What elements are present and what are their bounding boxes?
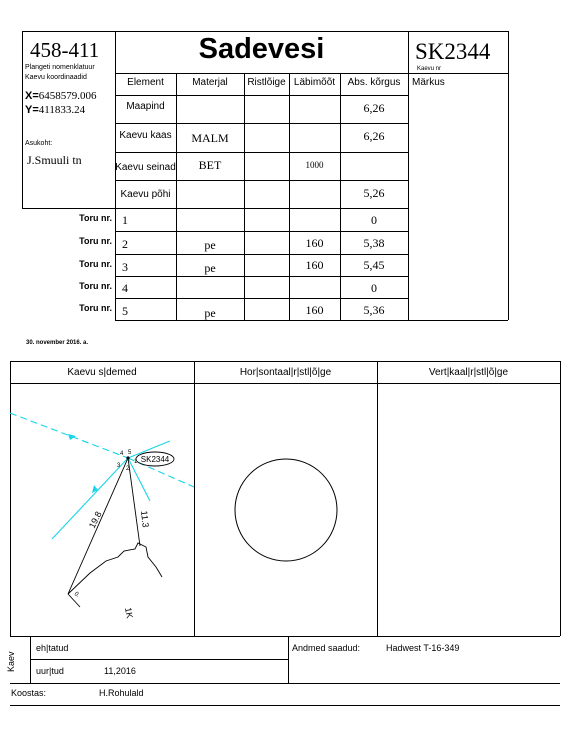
address-value: J.Smuuli tn xyxy=(27,153,82,167)
row-height: 6,26 xyxy=(363,129,385,143)
pipe-diameter: 160 xyxy=(305,236,324,250)
col-element: Element xyxy=(127,77,164,88)
row-element: Kaevu põhi xyxy=(120,189,171,200)
pipe-diameter: 160 xyxy=(305,303,324,317)
data-source-label: Andmed saadud: xyxy=(292,643,361,653)
pipe-number: 2 xyxy=(122,237,128,251)
pipe-num: 3 xyxy=(117,463,121,469)
col-height: Abs. kõrgus xyxy=(347,77,401,88)
panel-title-right: Vert|kaal|r|stl|õ|ge xyxy=(428,367,509,378)
address-label: Asukoht: xyxy=(25,140,53,147)
pipe-num: 2 xyxy=(126,466,130,472)
row-element: Kaevu kaas xyxy=(119,130,172,141)
page-title: Sadevesi xyxy=(198,33,325,65)
pipe-num: 5 xyxy=(128,450,132,456)
pipe-number: 4 xyxy=(122,281,128,295)
pipe-height: 0 xyxy=(371,281,377,295)
coords-label: Kaevu koordinaadid xyxy=(25,74,87,81)
pipe-height: 5,45 xyxy=(363,258,385,272)
pipe-material: pe xyxy=(204,306,216,320)
col-diameter: Läbimõõt xyxy=(293,77,336,88)
building-outline xyxy=(68,458,162,607)
pipe-label: Toru nr. xyxy=(79,303,112,313)
well-point xyxy=(126,456,129,459)
pipe-lines xyxy=(10,413,194,539)
pipe-height: 5,36 xyxy=(363,303,385,317)
manhole-circle xyxy=(235,459,337,561)
data-source-value: Hadwest T-16-349 xyxy=(386,643,460,653)
pipe-num: 1 xyxy=(134,459,138,465)
surveyed-label: uur|tud xyxy=(36,666,64,676)
built-label: eh|tatud xyxy=(36,643,69,653)
col-section: Ristlõige xyxy=(247,77,286,88)
pipe-label: Toru nr. xyxy=(79,259,112,269)
row-material: MALM xyxy=(191,131,229,145)
building-label: 1K xyxy=(123,606,135,620)
coord-x: X=6458579.006 xyxy=(25,90,97,102)
pipe-diameter: 160 xyxy=(305,258,324,272)
panel-title-left: Kaevu s|demed xyxy=(67,367,137,378)
pipe-number: 5 xyxy=(122,304,128,318)
pipe-number: 1 xyxy=(122,213,128,227)
distance-label: 19.8 xyxy=(86,509,104,530)
pipe-material: pe xyxy=(204,238,216,252)
pipe-label: Toru nr. xyxy=(79,236,112,246)
corner-label: 0. xyxy=(72,591,81,599)
sheet-number: 458-411 xyxy=(30,38,100,62)
panel-title-middle: Hor|sontaal|r|stl|õ|ge xyxy=(239,367,332,378)
date-text: 30. november 2016. a. xyxy=(26,340,89,346)
row-material: BET xyxy=(198,158,222,172)
author-name: H.Rohulald xyxy=(99,688,144,698)
row-height: 5,26 xyxy=(363,186,385,200)
coord-y: Y=411833.24 xyxy=(25,104,86,116)
pipe-height: 0 xyxy=(371,213,377,227)
well-id: SK2344 xyxy=(415,39,491,64)
horizontal-section-drawing xyxy=(194,383,377,636)
pipe-label: Toru nr. xyxy=(79,281,112,291)
row-diameter: 1000 xyxy=(305,160,324,170)
pipe-label: Toru nr. xyxy=(79,213,112,223)
flow-arrows xyxy=(68,434,98,493)
well-label: Kaevu nr xyxy=(417,66,442,72)
pipe-material: pe xyxy=(204,261,216,275)
pipe-height: 5,38 xyxy=(363,236,385,250)
footer-side-label: Kaev xyxy=(6,651,16,672)
pipe-number: 3 xyxy=(122,260,128,274)
col-remark: Märkus xyxy=(412,77,445,88)
row-height: 6,26 xyxy=(363,101,385,115)
pipe-num: 4 xyxy=(120,451,124,457)
author-label: Koostas: xyxy=(11,688,47,698)
row-element: Kaevu seinad xyxy=(115,162,176,173)
well-tag: SK2344 xyxy=(140,455,170,464)
sheet-label: Plangeti nomenklatuur xyxy=(25,64,95,71)
well-sketch xyxy=(10,383,194,636)
surveyed-value: 11,2016 xyxy=(104,666,136,676)
distance-label: 11.3 xyxy=(139,510,151,528)
row-element: Maapind xyxy=(126,101,165,112)
col-material: Materjal xyxy=(192,77,228,88)
